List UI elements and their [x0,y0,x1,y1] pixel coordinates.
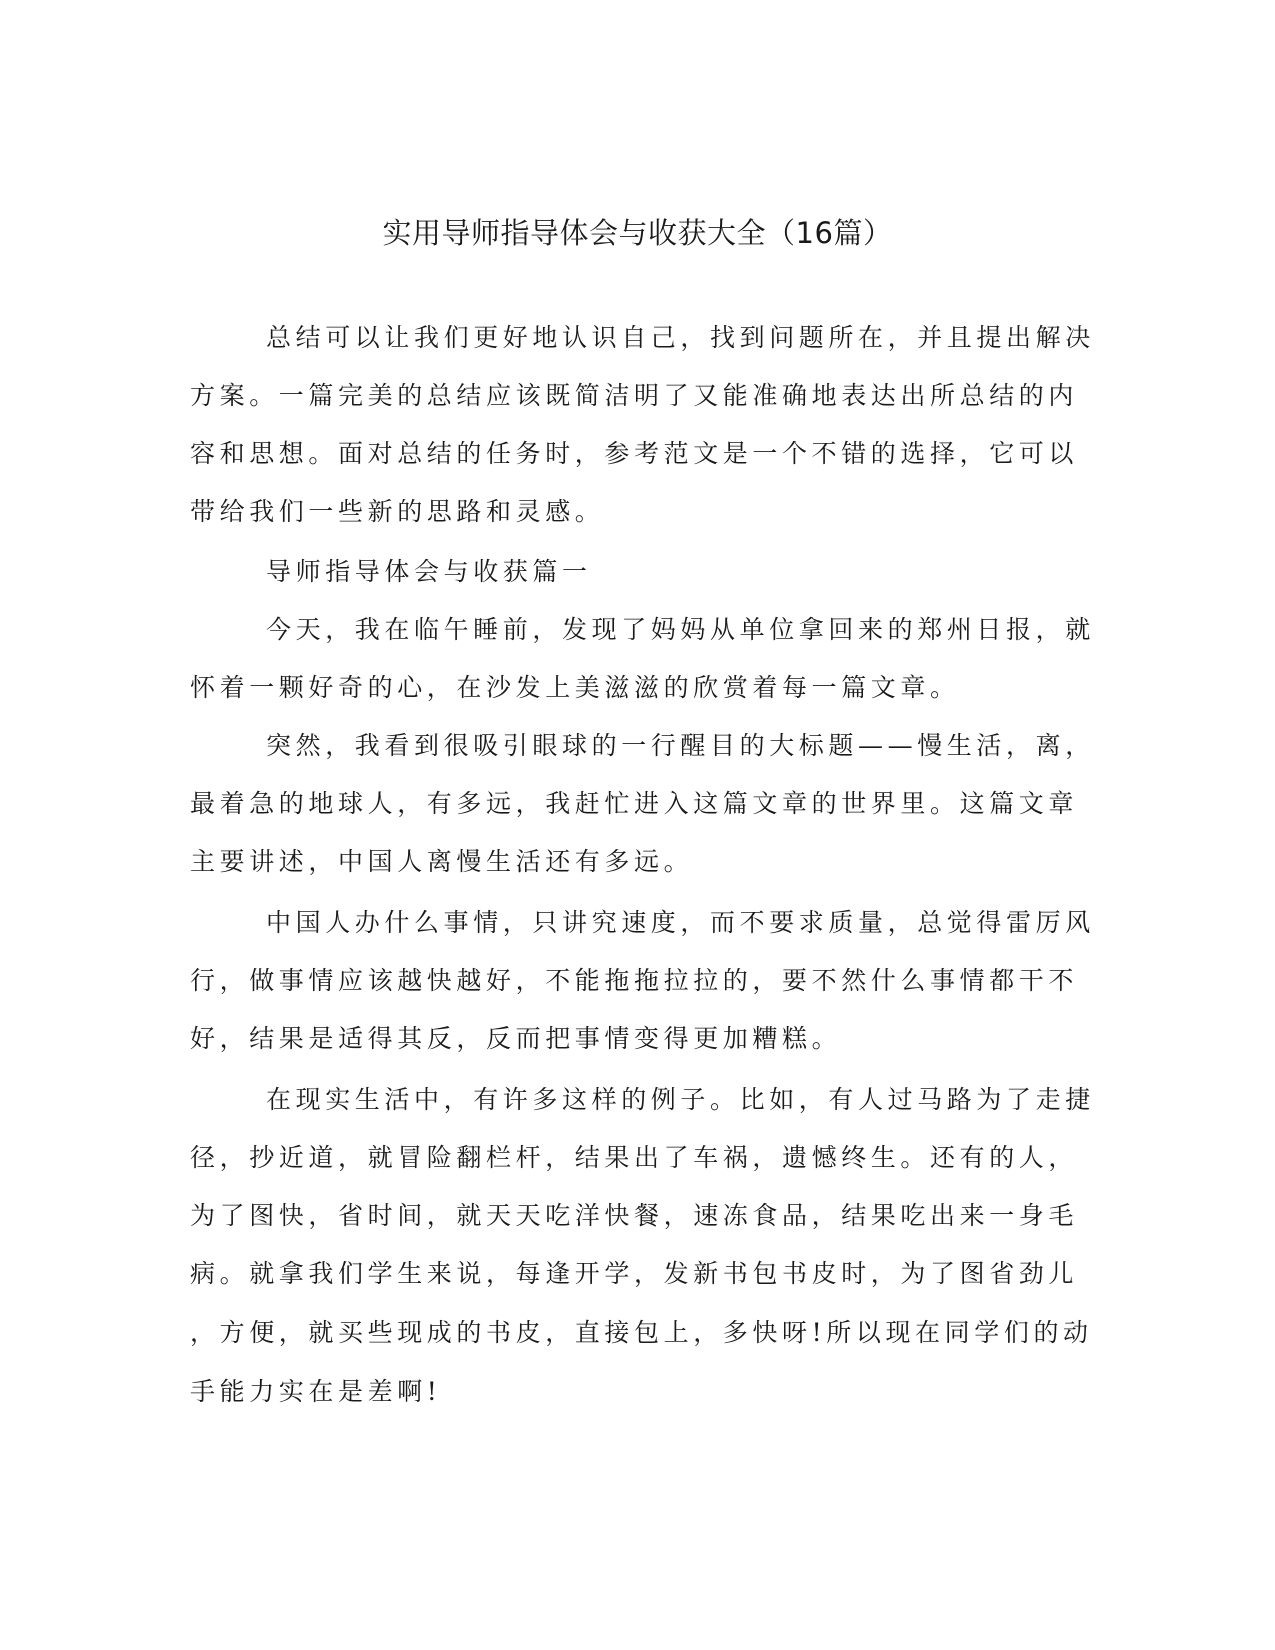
paragraph-line: 径，抄近道，就冒险翻栏杆，结果出了车祸，遗憾终生。还有的人， [190,1143,1079,1172]
paragraph-line: 为了图快，省时间，就天天吃洋快餐，速冻食品，结果吃出来一身毛 [190,1201,1079,1230]
paragraph-line: 最着急的地球人，有多远，我赶忙进入这篇文章的世界里。这篇文章 [190,789,1079,818]
paragraph-line: 容和思想。面对总结的任务时，参考范文是一个不错的选择，它可以 [190,439,1079,468]
paragraph-line: 方案。一篇完美的总结应该既简洁明了又能准确地表达出所总结的内 [190,381,1079,410]
paragraph-line: 今天，我在临午睡前，发现了妈妈从单位拿回来的郑州日报，就 [266,615,1095,644]
paragraph-line: 病。就拿我们学生来说，每逢开学，发新书包书皮时，为了图省劲儿 [190,1259,1079,1288]
paragraph-line: 手能力实在是差啊! [190,1377,442,1406]
paragraph-line: 带给我们一些新的思路和灵感。 [190,497,605,526]
paragraph-line: 好，结果是适得其反，反而把事情变得更加糟糕。 [190,1024,842,1053]
paragraph-line: 行，做事情应该越快越好，不能拖拖拉拉的，要不然什么事情都干不 [190,966,1079,995]
paragraph-line: 中国人办什么事情，只讲究速度，而不要求质量，总觉得雷厉风 [266,908,1095,937]
paragraph-line: ，方便，就买些现成的书皮，直接包上，多快呀!所以现在同学们的动 [190,1318,1093,1347]
paragraph-line: 主要讲述，中国人离慢生活还有多远。 [190,847,694,876]
paragraph-line: 总结可以让我们更好地认识自己，找到问题所在，并且提出解决 [266,323,1095,352]
paragraph-line: 怀着一颗好奇的心，在沙发上美滋滋的欣赏着每一篇文章。 [190,673,960,702]
paragraph-line: 突然，我看到很吸引眼球的一行醒目的大标题——慢生活，离， [266,731,1095,760]
paragraph-line: 在现实生活中，有许多这样的例子。比如，有人过马路为了走捷 [266,1085,1095,1114]
document-title: 实用导师指导体会与收获大全（16篇） [382,216,893,250]
section-heading: 导师指导体会与收获篇一 [266,557,592,586]
